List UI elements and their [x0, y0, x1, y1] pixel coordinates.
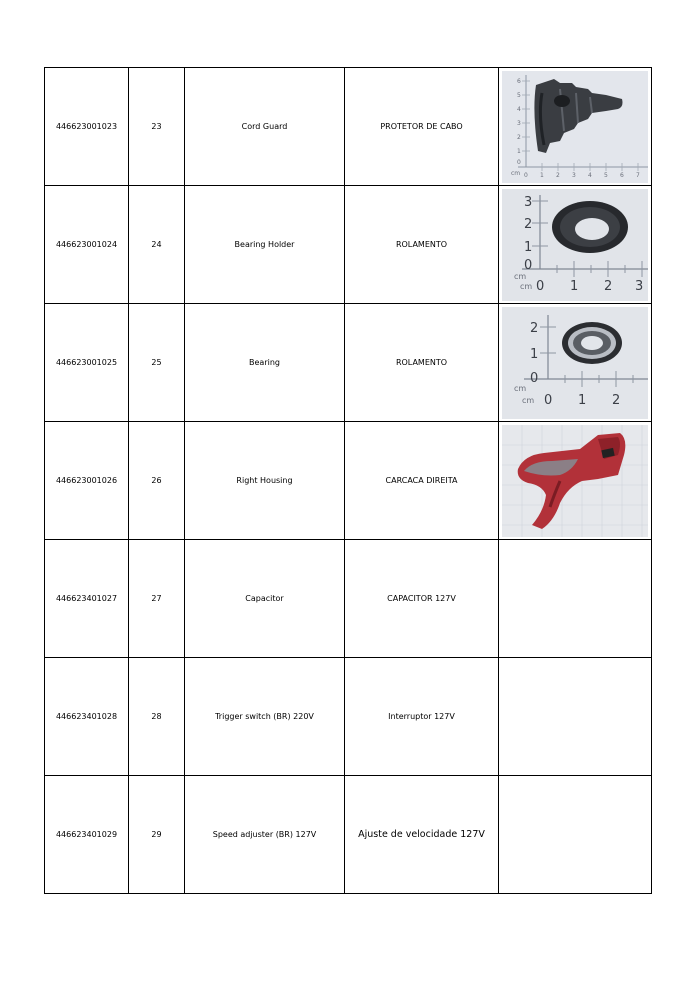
description-pt-cell: PROTETOR DE CABO — [345, 68, 499, 186]
parts-table — [44, 67, 652, 894]
item-number-cell: 24 — [129, 186, 185, 304]
ruler-x-label: 3 — [635, 278, 644, 294]
ruler-x-label: 1 — [570, 278, 579, 294]
ruler-x-label: 1 — [540, 171, 544, 179]
description-pt-cell: CAPACITOR 127V — [345, 540, 499, 658]
part-image-cell — [499, 658, 652, 776]
ruler-y-label: 2 — [524, 216, 533, 232]
description-en-cell: Right Housing — [185, 422, 345, 540]
table-row — [45, 186, 652, 304]
part-image-cell — [499, 540, 652, 658]
table-row — [45, 776, 652, 894]
description-pt-cell: Ajuste de velocidade 127V — [345, 776, 499, 894]
ruler-x-label: 6 — [620, 171, 624, 179]
table-row — [45, 68, 652, 186]
description-pt-cell: ROLAMENTO — [345, 304, 499, 422]
ruler-y-label: 0 — [524, 257, 533, 273]
table-row — [45, 540, 652, 658]
part-image-cell — [499, 186, 652, 304]
ruler-y-label: 0 — [517, 158, 521, 166]
bearing-holder-photo — [502, 189, 648, 301]
ruler-x-label: 0 — [544, 392, 553, 408]
ruler-unit: cm — [511, 169, 521, 177]
right-housing-photo — [502, 425, 648, 537]
ruler-x-label: 0 — [524, 171, 528, 179]
part-image-cell — [499, 776, 652, 894]
ruler-x-label: 1 — [578, 392, 587, 408]
description-en-cell: Trigger switch (BR) 220V — [185, 658, 345, 776]
table-row — [45, 658, 652, 776]
ruler-y-label: 1 — [517, 147, 521, 155]
ruler-y-label: 0 — [530, 370, 539, 386]
item-number-cell: 23 — [129, 68, 185, 186]
ruler-y-label: 1 — [530, 346, 539, 362]
part-image-cell — [499, 68, 652, 186]
table-row — [45, 304, 652, 422]
ruler-x-label: 7 — [636, 171, 640, 179]
item-number-cell: 26 — [129, 422, 185, 540]
ruler-unit: cm — [514, 271, 527, 281]
table-row — [45, 422, 652, 540]
part-code-cell: 446623001026 — [45, 422, 129, 540]
description-en-cell: Capacitor — [185, 540, 345, 658]
part-code-cell: 446623001023 — [45, 68, 129, 186]
description-pt-cell: CARCACA DIREITA — [345, 422, 499, 540]
ruler-unit: cm — [520, 281, 533, 291]
ruler-y-label: 4 — [517, 105, 521, 113]
part-code-cell: 446623401028 — [45, 658, 129, 776]
ruler-x-label: 0 — [536, 278, 545, 294]
item-number-cell: 29 — [129, 776, 185, 894]
ruler-x-label: 4 — [588, 171, 592, 179]
ruler-y-label: 6 — [517, 77, 521, 85]
ruler-x-label: 5 — [604, 171, 608, 179]
description-pt-cell: Interruptor 127V — [345, 658, 499, 776]
ruler-unit: cm — [522, 395, 535, 405]
ruler-x-label: 3 — [572, 171, 576, 179]
ruler-x-label: 2 — [612, 392, 621, 408]
ruler-y-label: 2 — [530, 320, 539, 336]
ruler-y-label: 3 — [517, 119, 521, 127]
ruler-y-label: 3 — [524, 194, 533, 210]
part-code-cell: 446623001024 — [45, 186, 129, 304]
description-en-cell: Speed adjuster (BR) 127V — [185, 776, 345, 894]
item-number-cell: 28 — [129, 658, 185, 776]
description-en-cell: Bearing — [185, 304, 345, 422]
ruler-x-label: 2 — [556, 171, 560, 179]
part-code-cell: 446623401027 — [45, 540, 129, 658]
bearing-photo — [502, 307, 648, 419]
part-image-cell — [499, 422, 652, 540]
description-en-cell: Bearing Holder — [185, 186, 345, 304]
part-image-cell — [499, 304, 652, 422]
item-number-cell: 25 — [129, 304, 185, 422]
ruler-y-label: 2 — [517, 133, 521, 141]
cord-guard-photo — [502, 71, 648, 183]
ruler-y-label: 1 — [524, 239, 533, 255]
description-pt-cell: ROLAMENTO — [345, 186, 499, 304]
part-code-cell: 446623401029 — [45, 776, 129, 894]
ruler-y-label: 5 — [517, 91, 521, 99]
description-en-cell: Cord Guard — [185, 68, 345, 186]
part-code-cell: 446623001025 — [45, 304, 129, 422]
ruler-x-label: 2 — [604, 278, 613, 294]
item-number-cell: 27 — [129, 540, 185, 658]
ruler-unit: cm — [514, 383, 527, 393]
